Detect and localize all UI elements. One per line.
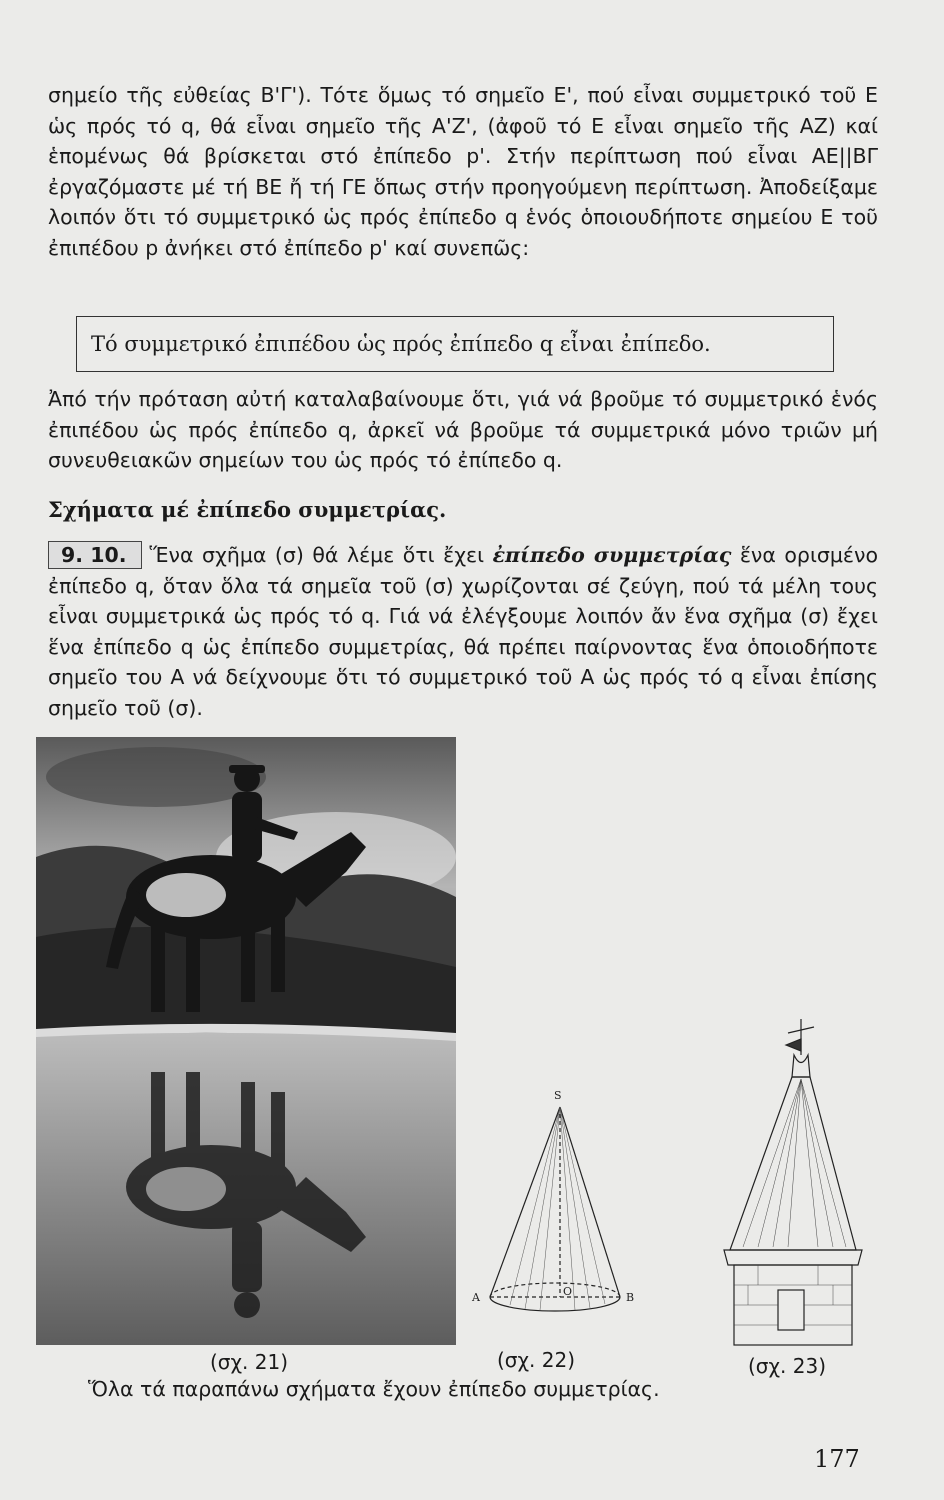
cone-right-edge — [560, 1107, 620, 1297]
paragraph-proof-conclusion: σημείο τῆς εὐθείας Β'Γ'). Τότε ὅμως τό σημεῖο Ε', πού εἶναι συμμετρικό τοῦ Ε ὡς πρός τό q, θά εἶναι σημεῖο τῆς Α'Ζ', (ἀφοῦ τό Ε εἶναι σημεῖο τῆς ΑΖ) καί ἑπομένως θά βρίσκεται στό ἐπίπεδο p'. Στήν περίπτωση πού εἶναι ΑΕ||ΒΓ ἐργαζόμαστε μέ τή ΒΕ ἤ τή ΓΕ ὅπως στήν προηγούμενη περίπτωση. Ἀποδείξαμε λοιπόν ὅτι τό συμμετρικό ὡς πρός ἐπίπεδο q ἑνός ὁποιουδήποτε σημείου Ε τοῦ ἐπιπέδου p ἀνήκει στό ἐπίπεδο p' καί συνεπῶς: — [48, 83, 878, 260]
label-point-a: A — [472, 1291, 480, 1304]
label-point-b: B — [626, 1291, 635, 1304]
definition-term: ἐπίπεδο συμμετρίας — [492, 543, 732, 567]
cone-left-edge — [490, 1107, 560, 1297]
definition-text-start: Ἕνα σχῆμα (σ) θά λέμε ὅτι ἔχει — [149, 543, 493, 567]
cone-base-front — [490, 1297, 620, 1311]
rider-reflection-photo — [36, 737, 456, 1345]
section-heading: Σχήματα μέ ἐπίπεδο συμμετρίας. — [48, 497, 447, 522]
caption-fig-22: (σχ. 22) — [497, 1348, 575, 1372]
closing-statement: Ὅλα τά παραπάνω σχήματα ἔχουν ἐπίπεδο συμμετρίας. — [88, 1377, 660, 1401]
paragraph-definition — [48, 540, 878, 724]
section-number: 9. 10. — [48, 541, 142, 569]
cone-figure — [470, 1085, 635, 1325]
boxed-theorem-text: Τό συμμετρικό ἐπιπέδου ὡς πρός ἐπίπεδο q εἶναι ἐπίπεδο. — [91, 332, 711, 356]
caption-fig-23: (σχ. 23) — [748, 1354, 826, 1378]
label-center-o: O — [563, 1285, 573, 1298]
boxed-theorem — [76, 316, 834, 372]
label-apex-s: S — [554, 1089, 562, 1102]
tower-figure — [718, 1015, 868, 1350]
page-number: 177 — [814, 1445, 860, 1473]
definition-text-end: ἕνα ορισμένο ἐπίπεδο q, ὅταν ὅλα τά σημεῖα τοῦ (σ) χωρίζονται σέ ζεύγη, πού τά μέλη τους εἶναι συμμετρικά ὡς πρός τό q. Γιά νά ἐλέγξουμε λοιπόν ἄν ἕνα σχῆμα (σ) ἔχει ἕνα ἐπίπεδο q ὡς ἐπίπεδο συμμετρίας, θά πρέπει παίρνοντας ἕνα ὁποιοδήποτε σημεῖο του Α νά δείχνουμε ὅτι τό συμμετρικό τοῦ Α ὡς πρός τό q εἶναι ἐπίσης σημεῖο τοῦ (σ). — [48, 543, 878, 720]
paragraph-consequence: Ἀπό τήν πρόταση αὐτή καταλαβαίνουμε ὅτι, γιά νά βροῦμε τό συμμετρικό ἑνός ἐπιπέδου ὡς πρός ἐπίπεδο q, ἀρκεῖ νά βροῦμε τά συμμετρικά μόνο τριῶν μή συνευθειακῶν σημείων του ὡς πρός τό ἐπίπεδο q. — [48, 387, 878, 473]
caption-fig-21: (σχ. 21) — [210, 1350, 288, 1374]
